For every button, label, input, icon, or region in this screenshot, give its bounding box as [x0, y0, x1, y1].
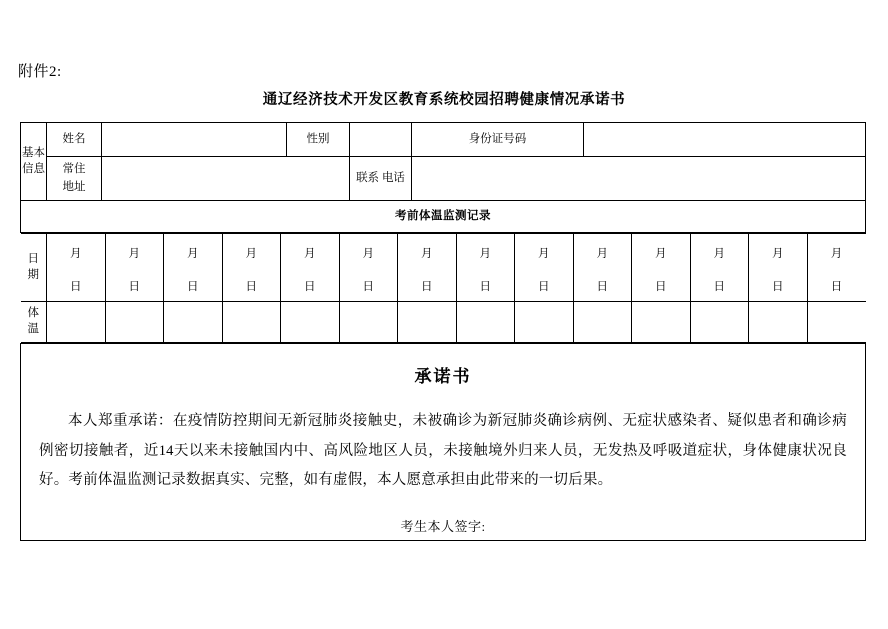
health-declaration-table: [20, 122, 866, 541]
date-row-label-line2: 期: [27, 268, 39, 281]
temperature-cell[interactable]: [105, 302, 164, 343]
date-cell-day: 日: [128, 280, 140, 293]
date-row-label: [21, 234, 47, 302]
temperature-cell[interactable]: [807, 302, 866, 343]
date-cell[interactable]: [281, 234, 340, 302]
temperature-cell[interactable]: [632, 302, 691, 343]
temperature-section-header-row: [21, 201, 866, 233]
date-cell-day: 日: [187, 280, 199, 293]
date-cell[interactable]: [47, 234, 106, 302]
date-cell-month: 月: [70, 247, 82, 260]
date-cell-month: 月: [128, 247, 140, 260]
date-cell-month: 月: [596, 247, 608, 260]
basic-info-side-label-line2: 信息: [22, 162, 45, 175]
date-cell[interactable]: [398, 234, 457, 302]
temperature-subtable-row: [21, 233, 866, 344]
signature-label: 考生本人签字:: [400, 518, 486, 534]
date-cell-month: 月: [362, 247, 374, 260]
date-cell-day: 日: [655, 280, 667, 293]
temperature-row-label-line1: 体: [27, 307, 39, 320]
promise-row: [21, 344, 866, 541]
address-label-line1: 常住: [62, 163, 86, 176]
date-cell-month: 月: [479, 247, 491, 260]
temperature-cell[interactable]: [749, 302, 808, 343]
date-cell-month: 月: [245, 247, 257, 260]
date-cell[interactable]: [105, 234, 164, 302]
date-cell[interactable]: [515, 234, 574, 302]
date-cell[interactable]: [749, 234, 808, 302]
date-cell-month: 月: [421, 247, 433, 260]
gender-label: 性别: [287, 123, 350, 157]
date-cell-day: 日: [538, 280, 550, 293]
date-cell-day: 日: [245, 280, 257, 293]
temperature-section-title: 考前体温监测记录: [21, 201, 866, 233]
date-cell-day: 日: [479, 280, 491, 293]
date-cell-month: 月: [187, 247, 199, 260]
temperature-grid: [21, 233, 866, 343]
date-cell-month: 月: [304, 247, 316, 260]
temperature-cell[interactable]: [456, 302, 515, 343]
date-cell-month: 月: [830, 247, 843, 260]
date-row: [21, 234, 866, 302]
date-cell-month: 月: [538, 247, 550, 260]
id-number-value-field[interactable]: [584, 123, 866, 157]
date-cell[interactable]: [339, 234, 398, 302]
date-cell[interactable]: [164, 234, 223, 302]
phone-label-line1: 联系: [356, 172, 380, 185]
date-cell-day: 日: [713, 280, 725, 293]
date-cell[interactable]: [632, 234, 691, 302]
date-cell-day: 日: [304, 280, 316, 293]
promise-title: 承诺书: [414, 367, 472, 387]
date-cell[interactable]: [222, 234, 281, 302]
temperature-cell[interactable]: [222, 302, 281, 343]
date-cell-day: 日: [70, 280, 82, 293]
date-cell-day: 日: [362, 280, 374, 293]
temperature-cell[interactable]: [164, 302, 223, 343]
gender-value-field[interactable]: [350, 123, 412, 157]
temperature-cell[interactable]: [573, 302, 632, 343]
promise-section: [21, 344, 866, 541]
address-label: [47, 157, 102, 201]
temperature-row: [21, 302, 866, 343]
temperature-cell[interactable]: [515, 302, 574, 343]
basic-info-row-2: [21, 157, 866, 201]
phone-label-line2: 电话: [381, 172, 405, 185]
date-cell-day: 日: [421, 280, 433, 293]
basic-info-side-label: [21, 123, 47, 201]
attachment-label: 附件2:: [18, 64, 62, 80]
address-label-line2: 地址: [62, 180, 86, 193]
date-row-label-line1: 日: [27, 252, 39, 265]
date-cell-month: 月: [772, 247, 784, 260]
date-cell-day: 日: [772, 280, 784, 293]
date-cell-month: 月: [713, 247, 725, 260]
temperature-cell[interactable]: [339, 302, 398, 343]
temperature-cell[interactable]: [281, 302, 340, 343]
phone-value-field[interactable]: [412, 157, 866, 201]
phone-label: [350, 157, 412, 201]
name-value-field[interactable]: [102, 123, 287, 157]
temperature-row-label: [21, 302, 47, 343]
promise-body-text: 本人郑重承诺：在疫情防控期间无新冠肺炎接触史，未被确诊为新冠肺炎确诊病例、无症状感染者、疑似患者和确诊病例密切接触者，近14天以来未接触国内中、高风险地区人员，未接触境外归来人员，无发热及呼吸道症状，身体健康状况良好。考前体温监测记录数据真实、完整，如有虚假，本人愿意承担由此带来的一切后果。: [39, 412, 847, 489]
basic-info-side-label-line1: 基本: [22, 146, 45, 159]
document-title: 通辽经济技术开发区教育系统校园招聘健康情况承诺书: [262, 92, 626, 108]
date-cell-day: 日: [596, 280, 608, 293]
temperature-cell[interactable]: [47, 302, 106, 343]
id-number-label: 身份证号码: [412, 123, 584, 157]
date-cell[interactable]: [690, 234, 749, 302]
date-cell-month: 月: [655, 247, 667, 260]
date-cell[interactable]: [456, 234, 515, 302]
address-value-field[interactable]: [102, 157, 350, 201]
temperature-cell[interactable]: [398, 302, 457, 343]
temperature-cell[interactable]: [690, 302, 749, 343]
basic-info-row-1: [21, 123, 866, 157]
name-label: 姓名: [47, 123, 102, 157]
temperature-row-label-line2: 温: [27, 323, 39, 335]
date-cell[interactable]: [573, 234, 632, 302]
date-cell[interactable]: [807, 234, 866, 302]
date-cell-day: 日: [830, 280, 843, 293]
